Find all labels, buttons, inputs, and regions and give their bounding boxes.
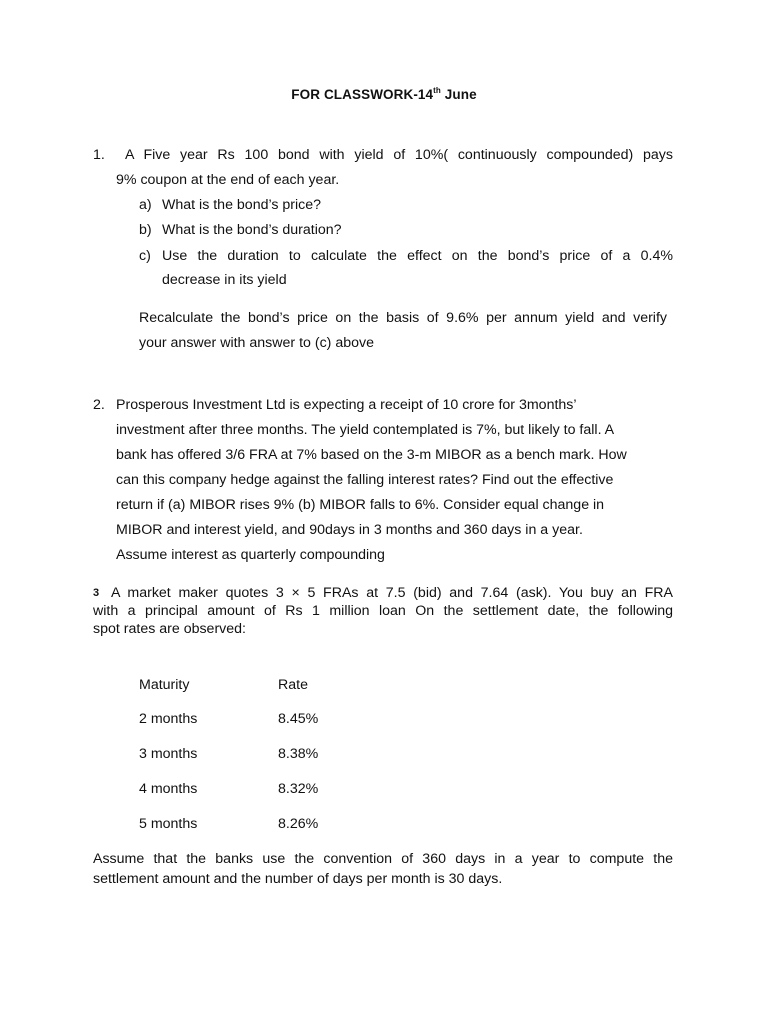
q2-line-4: can this company hedge against the falling interest rates? Find out the effective: [116, 472, 614, 488]
table-cell-maturity: 4 months: [139, 781, 198, 797]
table-cell-maturity: 3 months: [139, 746, 198, 762]
q2-line-1: Prosperous Investment Ltd is expecting a receipt of 10 crore for 3months’: [116, 397, 577, 413]
table-header-maturity: Maturity: [139, 677, 190, 693]
q2-number: 2.: [93, 397, 105, 413]
q1-item-label-a: a): [139, 197, 152, 213]
table-header-rate: Rate: [278, 677, 308, 693]
q1-item-label-c: c): [139, 248, 151, 264]
title-text: FOR CLASSWORK-14: [291, 87, 434, 102]
table-cell-rate: 8.26%: [278, 816, 319, 832]
q1-item-text-a: What is the bond’s price?: [162, 197, 322, 213]
q2-line-7: Assume interest as quarterly compounding: [116, 547, 385, 563]
table-cell-rate: 8.38%: [278, 746, 319, 762]
q1-number: 1.: [93, 147, 105, 163]
q3-number: 3: [93, 587, 100, 599]
q2-line-5: return if (a) MIBOR rises 9% (b) MIBOR falls to 6%. Consider equal change in: [116, 497, 605, 513]
q2-line-6: MIBOR and interest yield, and 90days in 3 months and 360 days in a year.: [116, 522, 583, 538]
q1-line-1: A Five year Rs 100 bond with yield of 10%( continuously compounded) pays: [125, 147, 673, 163]
q3-line-3: spot rates are observed:: [93, 621, 246, 637]
table-cell-maturity: 5 months: [139, 816, 198, 832]
q2-line-2: investment after three months. The yield contemplated is 7%, but likely to fall. A: [116, 422, 615, 438]
q1-line-2: 9% coupon at the end of each year.: [116, 172, 340, 188]
q2-line-3: bank has offered 3/6 FRA at 7% based on the 3-m MIBOR as a bench mark. How: [116, 447, 627, 463]
q1-recalc-line-1: Recalculate the bond’s price on the basis of 9.6% per annum yield and verify: [139, 310, 667, 326]
q1-item-label-b: b): [139, 222, 152, 238]
q1-item-text-c: Use the duration to calculate the effect on the bond’s price of a 0.4%: [162, 248, 673, 264]
q1-recalc-line-2: your answer with answer to (c) above: [139, 335, 374, 351]
footer-line-1: Assume that the banks use the convention of 360 days in a year to compute the: [93, 851, 673, 867]
table-cell-rate: 8.32%: [278, 781, 319, 797]
page-title: [0, 86, 768, 102]
q1-item-text-c-cont: decrease in its yield: [162, 272, 287, 288]
q3-line-1: A market maker quotes 3 × 5 FRAs at 7.5 (bid) and 7.64 (ask). You buy an FRA: [111, 585, 673, 601]
q3-line-2: with a principal amount of Rs 1 million loan On the settlement date, the following: [93, 603, 673, 619]
title-tail: June: [440, 87, 477, 102]
q1-item-text-b: What is the bond’s duration?: [162, 222, 342, 238]
footer-line-2: settlement amount and the number of days per month is 30 days.: [93, 871, 503, 887]
table-cell-rate: 8.45%: [278, 711, 319, 727]
title-superscript: th: [433, 86, 441, 95]
table-cell-maturity: 2 months: [139, 711, 198, 727]
